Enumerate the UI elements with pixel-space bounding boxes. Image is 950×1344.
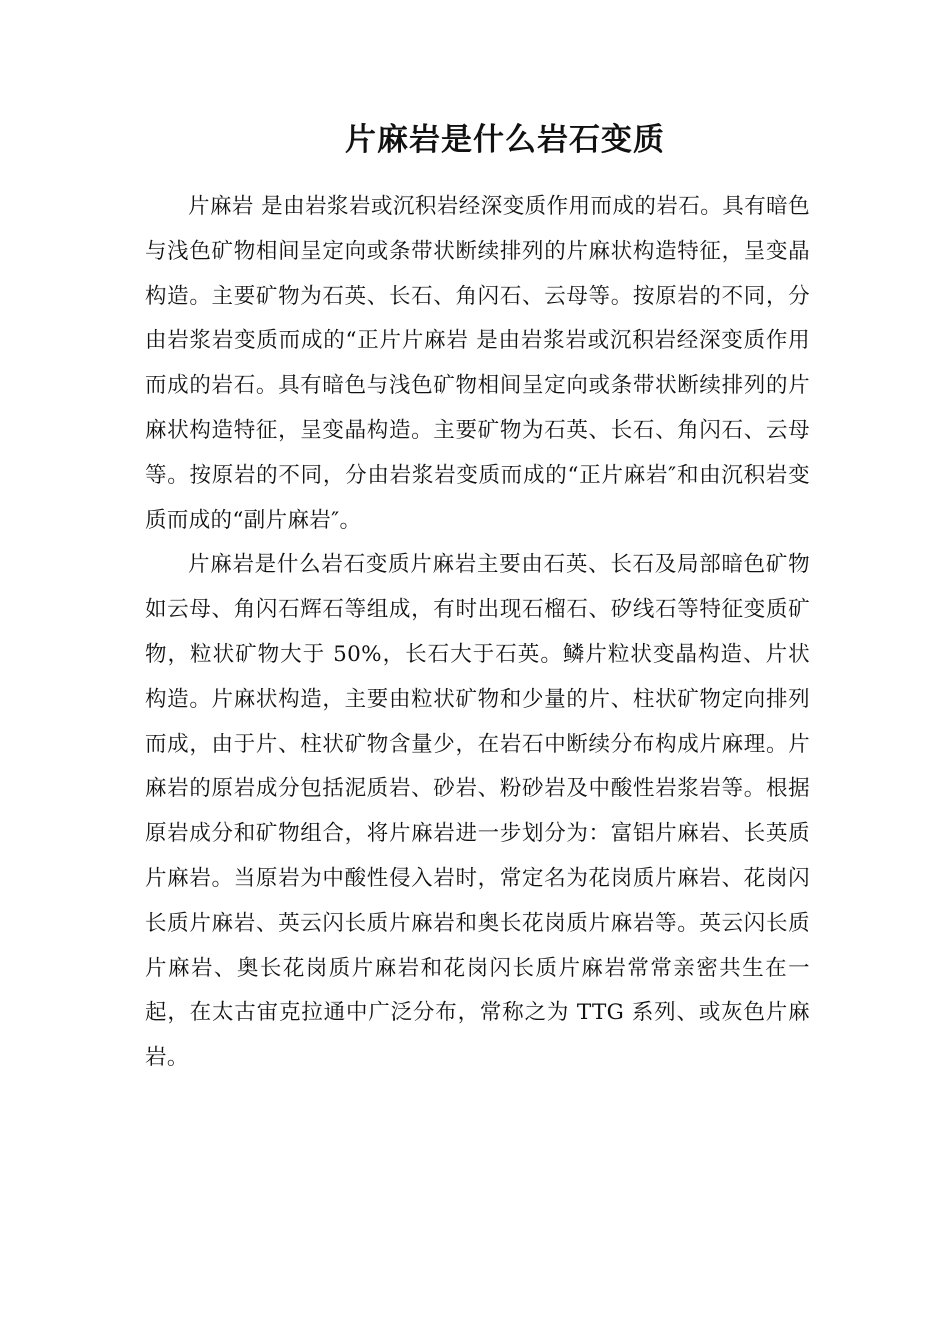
document-body bbox=[145, 185, 810, 1081]
document-title: 片麻岩是什么岩石变质 bbox=[345, 122, 665, 158]
paragraph-2: 片麻岩是什么岩石变质片麻岩主要由石英、长石及局部暗色矿物如云母、角闪石辉石等组成，有时出现石榴石、矽线石等特征变质矿物，粒状矿物大于 50%，长石大于石英。鳞片粒状变晶构造、片状构造。片麻状构造，主要由粒状矿物和少量的片、柱状矿物定向排列而成，由于片、柱状矿物含量少，在岩石中断续分布构成片麻理。片麻岩的原岩成分包括泥质岩、砂岩、粉砂岩及中酸性岩浆岩等。根据原岩成分和矿物组合，将片麻岩进一步划分为：富铝片麻岩、长英质片麻岩。当原岩为中酸性侵入岩时，常定名为花岗质片麻岩、花岗闪长质片麻岩、英云闪长质片麻岩和奥长花岗质片麻岩等。英云闪长质片麻岩、奥长花岗质片麻岩和花岗闪长质片麻岩常常亲密共生在一起，在太古宙克拉通中广泛分布，常称之为 TTG 系列、或灰色片麻岩。 bbox=[145, 552, 810, 1071]
paragraph-1: 片麻岩 是由岩浆岩或沉积岩经深变质作用而成的岩石。具有暗色与浅色矿物相间呈定向或条带状断续排列的片麻状构造特征，呈变晶构造。主要矿物为石英、长石、角闪石、云母等。按原岩的不同，分由岩浆岩变质而成的“正片片麻岩 是由岩浆岩或沉积岩经深变质作用而成的岩石。具有暗色与浅色矿物相间呈定向或条带状断续排列的片麻状构造特征，呈变晶构造。主要矿物为石英、长石、角闪石、云母等。按原岩的不同，分由岩浆岩变质而成的“正片麻岩″和由沉积岩变质而成的“副片麻岩″。 bbox=[145, 194, 810, 533]
